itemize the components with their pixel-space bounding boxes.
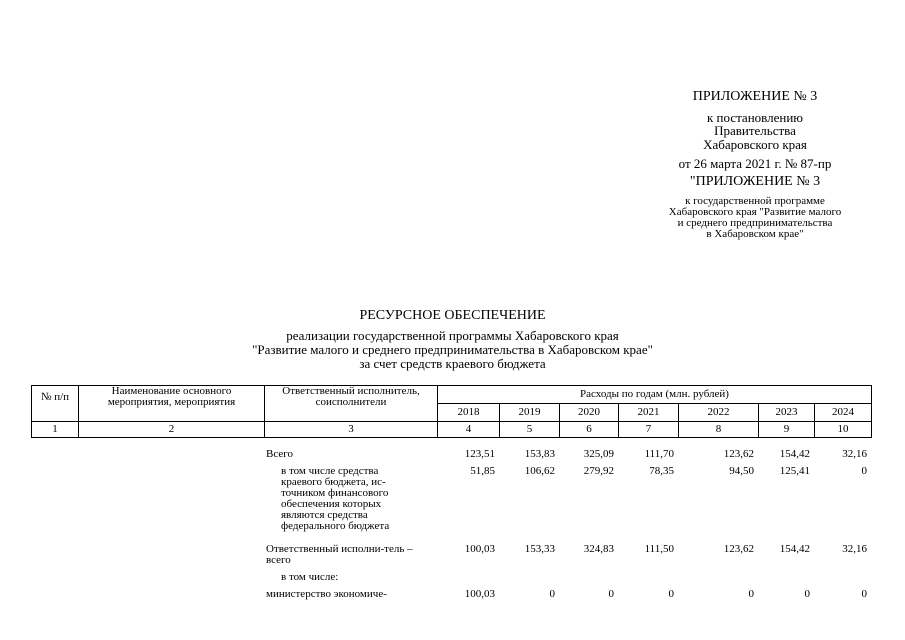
column-number: 6 (560, 422, 619, 438)
header-year: 2020 (560, 404, 619, 422)
row-value: 0 (804, 588, 810, 600)
subtitle-line: "Развитие малого и среднего предпринимательства в Хабаровском крае" (252, 342, 653, 358)
row-label: в том числе: (281, 571, 339, 583)
document-subtitle (0, 329, 905, 370)
table-row (31, 466, 871, 544)
row-value: 0 (861, 588, 867, 600)
row-value: 32,16 (842, 448, 867, 460)
document-heading (0, 308, 905, 370)
column-number: 1 (32, 422, 79, 438)
row-value: 0 (608, 588, 614, 600)
header-name: Наименование основного мероприятия, мероприятия (79, 386, 265, 422)
appendix-date: от 26 марта 2021 г. № 87-пр (678, 155, 832, 171)
column-number: 9 (759, 422, 815, 438)
appendix-quote-line: к государственной программе (685, 194, 825, 207)
row-value: 0 (748, 588, 754, 600)
header-expenses: Расходы по годам (млн. рублей) (438, 386, 872, 404)
appendix-quote-title: "ПРИЛОЖЕНИЕ № 3 (689, 174, 821, 190)
column-number: 5 (500, 422, 560, 438)
row-value: 324,83 (583, 543, 614, 555)
subtitle-line: за счет средств краевого бюджета (359, 355, 546, 371)
row-value: 153,83 (524, 448, 555, 460)
header-num: № п/п (32, 386, 79, 422)
table-row (31, 544, 871, 572)
column-number: 10 (815, 422, 872, 438)
header-year: 2018 (438, 404, 500, 422)
header-year: 2021 (619, 404, 679, 422)
appendix-line: к постановлению (706, 109, 804, 125)
row-value: 153,33 (524, 543, 555, 555)
table-body (31, 449, 871, 606)
appendix-quote-line: в Хабаровском крае" (706, 227, 804, 240)
header-year: 2024 (815, 404, 872, 422)
appendix-line: Хабаровского края (703, 136, 807, 152)
row-value: 154,42 (779, 448, 810, 460)
row-label: Ответственный исполни-тель – всего (266, 543, 413, 566)
column-number: 2 (79, 422, 265, 438)
row-value: 106,62 (524, 465, 555, 477)
row-value: 325,09 (583, 448, 614, 460)
row-value: 78,35 (649, 465, 674, 477)
row-value: 0 (668, 588, 674, 600)
row-value: 0 (549, 588, 555, 600)
row-value: 111,50 (644, 543, 674, 555)
table-row (31, 572, 871, 589)
row-value: 125,41 (779, 465, 810, 477)
row-value: 100,03 (464, 543, 495, 555)
column-number: 4 (438, 422, 500, 438)
row-value: 279,92 (583, 465, 614, 477)
column-number: 7 (619, 422, 679, 438)
row-label: министерство экономиче- (266, 588, 387, 600)
header-year: 2023 (759, 404, 815, 422)
subtitle-line: реализации государственной программы Хабаровского края (286, 328, 619, 344)
resource-table (31, 385, 872, 438)
row-value: 123,62 (723, 448, 754, 460)
table-row (31, 589, 871, 606)
table-row (31, 449, 871, 466)
appendix-quote-line: и среднего предпринимательства (677, 216, 833, 229)
header-executor: Ответственный исполнитель, соисполнители (265, 386, 438, 422)
row-label: Всего (266, 448, 293, 460)
row-value: 0 (861, 465, 867, 477)
row-value: 51,85 (470, 465, 495, 477)
document-title: РЕСУРСНОЕ ОБЕСПЕЧЕНИЕ (359, 308, 546, 323)
row-value: 111,70 (644, 448, 674, 460)
appendix-header (600, 90, 905, 240)
appendix-quote-line: Хабаровского края "Развитие малого (668, 205, 842, 218)
row-label: в том числе средства краевого бюджета, ис-точником финансового обеспечения которых являются средства федерального бюджета (281, 465, 390, 532)
appendix-line: Правительства (714, 123, 796, 139)
row-value: 100,03 (464, 588, 495, 600)
row-value: 94,50 (729, 465, 754, 477)
appendix-title: ПРИЛОЖЕНИЕ № 3 (692, 89, 818, 104)
column-number: 3 (265, 422, 438, 438)
header-year: 2022 (679, 404, 759, 422)
row-value: 123,62 (723, 543, 754, 555)
column-number: 8 (679, 422, 759, 438)
row-value: 32,16 (842, 543, 867, 555)
header-year: 2019 (500, 404, 560, 422)
row-value: 123,51 (464, 448, 495, 460)
row-value: 154,42 (779, 543, 810, 555)
